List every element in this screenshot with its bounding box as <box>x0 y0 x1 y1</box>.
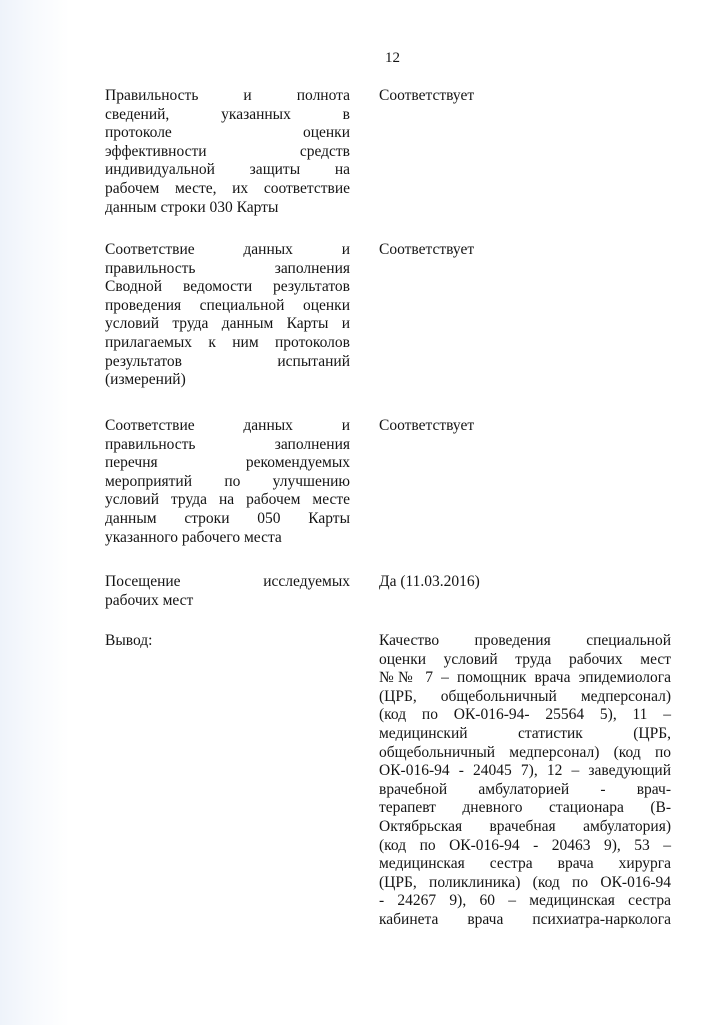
conclusion-line: (код по ОК-016-94- 25564 5), 11 – <box>379 706 671 724</box>
conclusion-line: - 24267 9), 60 – медицинская сестра <box>379 892 671 910</box>
label-line: прилагаемых к ним протоколов <box>105 333 350 351</box>
label-line: индивидуальной защиты на <box>105 161 350 179</box>
conclusion-line: Октябрьская врачебная амбулатория) <box>379 817 671 835</box>
conclusion-line: врачебной амбулаторией - врач- <box>379 780 671 798</box>
label-line: рабочем месте, их соответствие <box>105 179 350 197</box>
label-line: условий труда на рабочем месте <box>105 491 350 509</box>
label-line: Соответствие данных и <box>105 417 350 434</box>
conclusion-line: кабинета врача психиатра-нарколога <box>379 910 671 928</box>
conclusion-line: медицинский статистик (ЦРБ, <box>379 724 671 742</box>
conclusion-line: медицинская сестра врача хирурга <box>379 855 671 873</box>
conclusion-text <box>379 632 671 930</box>
label-line: Сводной ведомости результатов <box>105 278 350 296</box>
criterion-value: Соответствует <box>379 87 475 104</box>
conclusion-line: Качество проведения специальной <box>379 632 671 649</box>
criterion-label <box>105 573 350 610</box>
conclusion-line: ОК-016-94 - 24045 7), 12 – заведующий <box>379 762 671 780</box>
label-line: проведения специальной оценки <box>105 296 350 314</box>
conclusion-line: (ЦРБ, поликлиника) (код по ОК-016-94 <box>379 873 671 891</box>
label-line: эффективности средств <box>105 142 350 160</box>
label-line: Посещение исследуемых <box>105 573 350 590</box>
page-number: 12 <box>385 50 400 66</box>
label-line: Правильность и полнота <box>105 87 350 104</box>
criterion-value: Да (11.03.2016) <box>379 573 480 590</box>
label-line: (измерений) <box>105 371 186 389</box>
label-line: указанного рабочего места <box>105 528 282 546</box>
label-line: условий труда данным Карты и <box>105 315 350 333</box>
conclusion-line: (код по ОК-016-94 - 20463 9), 53 – <box>379 836 671 854</box>
label-line: Соответствие данных и <box>105 241 350 258</box>
conclusion-label: Вывод: <box>105 632 153 649</box>
label-line: сведений, указанных в <box>105 105 350 123</box>
label-line: рабочих мест <box>105 591 194 609</box>
conclusion-line: общебольничный медперсонал) (код по <box>379 743 671 761</box>
conclusion-line: (ЦРБ, общебольничный медперсонал) <box>379 687 671 705</box>
conclusion-line: №№ 7 – помощник врача эпидемиолога <box>379 669 671 687</box>
label-line: результатов испытаний <box>105 352 350 370</box>
label-line: протоколе оценки <box>105 124 350 142</box>
label-line: правильность заполнения <box>105 259 350 277</box>
conclusion-line: оценки условий труда рабочих мест <box>379 650 671 668</box>
criterion-label <box>105 417 350 547</box>
label-line: данным строки 030 Карты <box>105 198 279 216</box>
criterion-value: Соответствует <box>379 241 475 258</box>
criterion-label <box>105 241 350 390</box>
label-line: данным строки 050 Карты <box>105 509 350 527</box>
label-line: правильность заполнения <box>105 435 350 453</box>
conclusion-line: терапевт дневного стационара (В- <box>379 799 671 817</box>
criterion-value: Соответствует <box>379 417 475 434</box>
label-line: перечня рекомендуемых <box>105 454 350 472</box>
criterion-label <box>105 87 350 217</box>
label-line: мероприятий по улучшению <box>105 472 350 490</box>
